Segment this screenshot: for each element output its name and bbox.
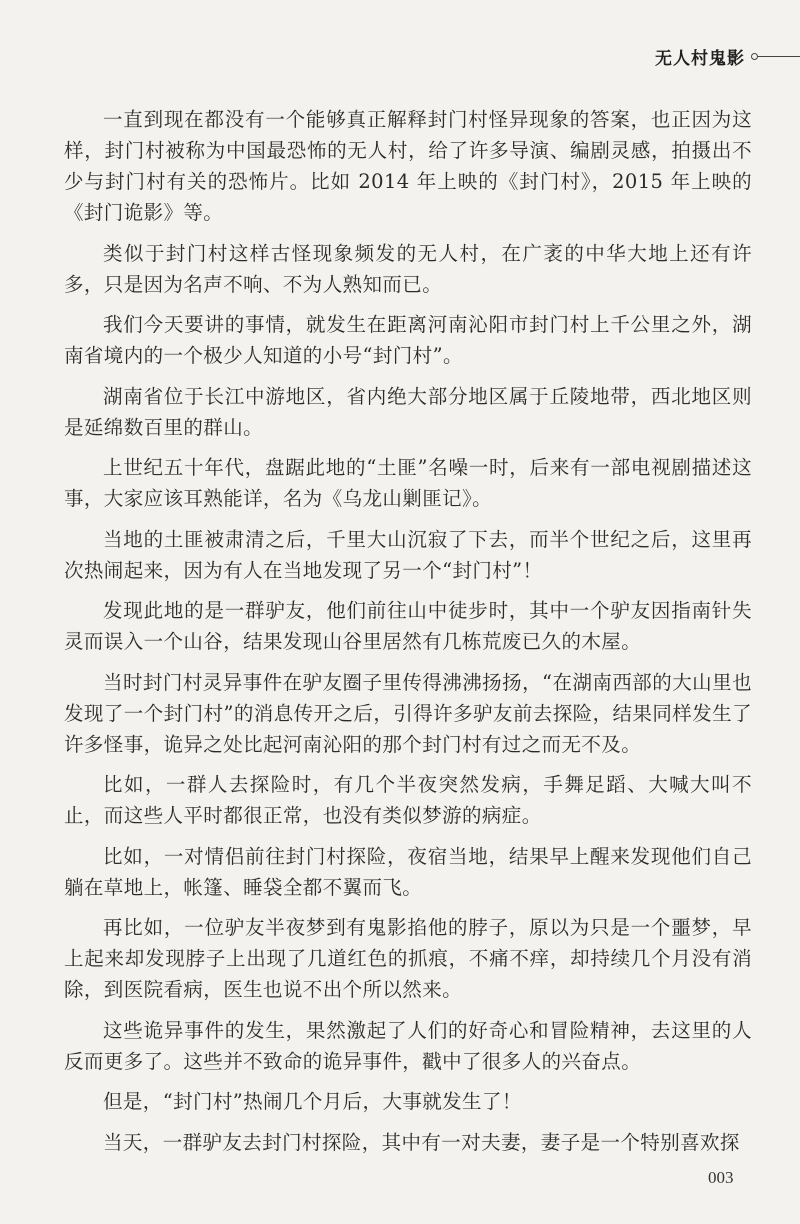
paragraph: 当地的土匪被肃清之后，千里大山沉寂了下去，而半个世纪之后，这里再次热闹起来，因为有人在当地发现了另一个“封门村”！	[64, 527, 752, 582]
header-ornament-icon	[751, 53, 800, 60]
paragraph: 类似于封门村这样古怪现象频发的无人村，在广袤的中华大地上还有许多，只是因为名声不响、不为人熟知而已。	[64, 241, 752, 296]
paragraph: 比如，一对情侣前往封门村探险，夜宿当地，结果早上醒来发现他们自己躺在草地上，帐篷、睡袋全都不翼而飞。	[64, 844, 752, 899]
paragraph: 再比如，一位驴友半夜梦到有鬼影掐他的脖子，原以为只是一个噩梦，早上起来却发现脖子上出现了几道红色的抓痕，不痛不痒，却持续几个月没有消除，到医院看病，医生也说不出个所以然来。	[64, 916, 752, 1001]
running-header	[655, 40, 800, 72]
paragraph: 发现此地的是一群驴友，他们前往山中徒步时，其中一个驴友因指南针失灵而误入一个山谷，结果发现山谷里居然有几栋荒废已久的木屋。	[64, 599, 752, 653]
paragraph: 比如，一群人去探险时，有几个半夜突然发病，手舞足蹈、大喊大叫不止，而这些人平时都很正常，也没有类似梦游的病症。	[64, 773, 752, 827]
paragraph: 上世纪五十年代，盘踞此地的“土匪”名噪一时，后来有一部电视剧描述这事，大家应该耳熟能详，名为《乌龙山剿匪记》。	[64, 456, 752, 510]
paragraph: 当时封门村灵异事件在驴友圈子里传得沸沸扬扬，“在湖南西部的大山里也发现了一个封门村”的消息传开之后，引得许多驴友前去探险，结果同样发生了许多怪事，诡异之处比起河南沁阳的那个封门村有过之而无不及。	[64, 670, 752, 756]
body-text	[64, 104, 752, 1167]
paragraph: 一直到现在都没有一个能够真正解释封门村怪异现象的答案，也正因为这样，封门村被称为中国最恐怖的无人村，给了许多导演、编剧灵感，拍摄出不少与封门村有关的恐怖片。比如 2014 年上映的《封门村》，2015 年上映的《封门诡影》等。	[64, 108, 752, 224]
paragraph: 当天，一群驴友去封门村探险，其中有一对夫妻，妻子是一个特别喜欢探	[103, 1130, 740, 1154]
paragraph: 这些诡异事件的发生，果然激起了人们的好奇心和冒险精神，去这里的人反而更多了。这些并不致命的诡异事件，戳中了很多人的兴奋点。	[64, 1018, 752, 1073]
paragraph: 我们今天要讲的事情，就发生在距离河南沁阳市封门村上千公里之外，湖南省境内的一个极少人知道的小号“封门村”。	[64, 313, 752, 367]
rule-line	[758, 56, 800, 57]
circle-icon	[751, 53, 758, 60]
paragraph: 但是，“封门村”热闹几个月后，大事就发生了！	[103, 1090, 522, 1113]
page-number: 003	[708, 1168, 734, 1187]
chapter-title: 无人村鬼影	[655, 48, 745, 69]
paragraph: 湖南省位于长江中游地区，省内绝大部分地区属于丘陵地带，西北地区则是延绵数百里的群山。	[64, 384, 752, 439]
